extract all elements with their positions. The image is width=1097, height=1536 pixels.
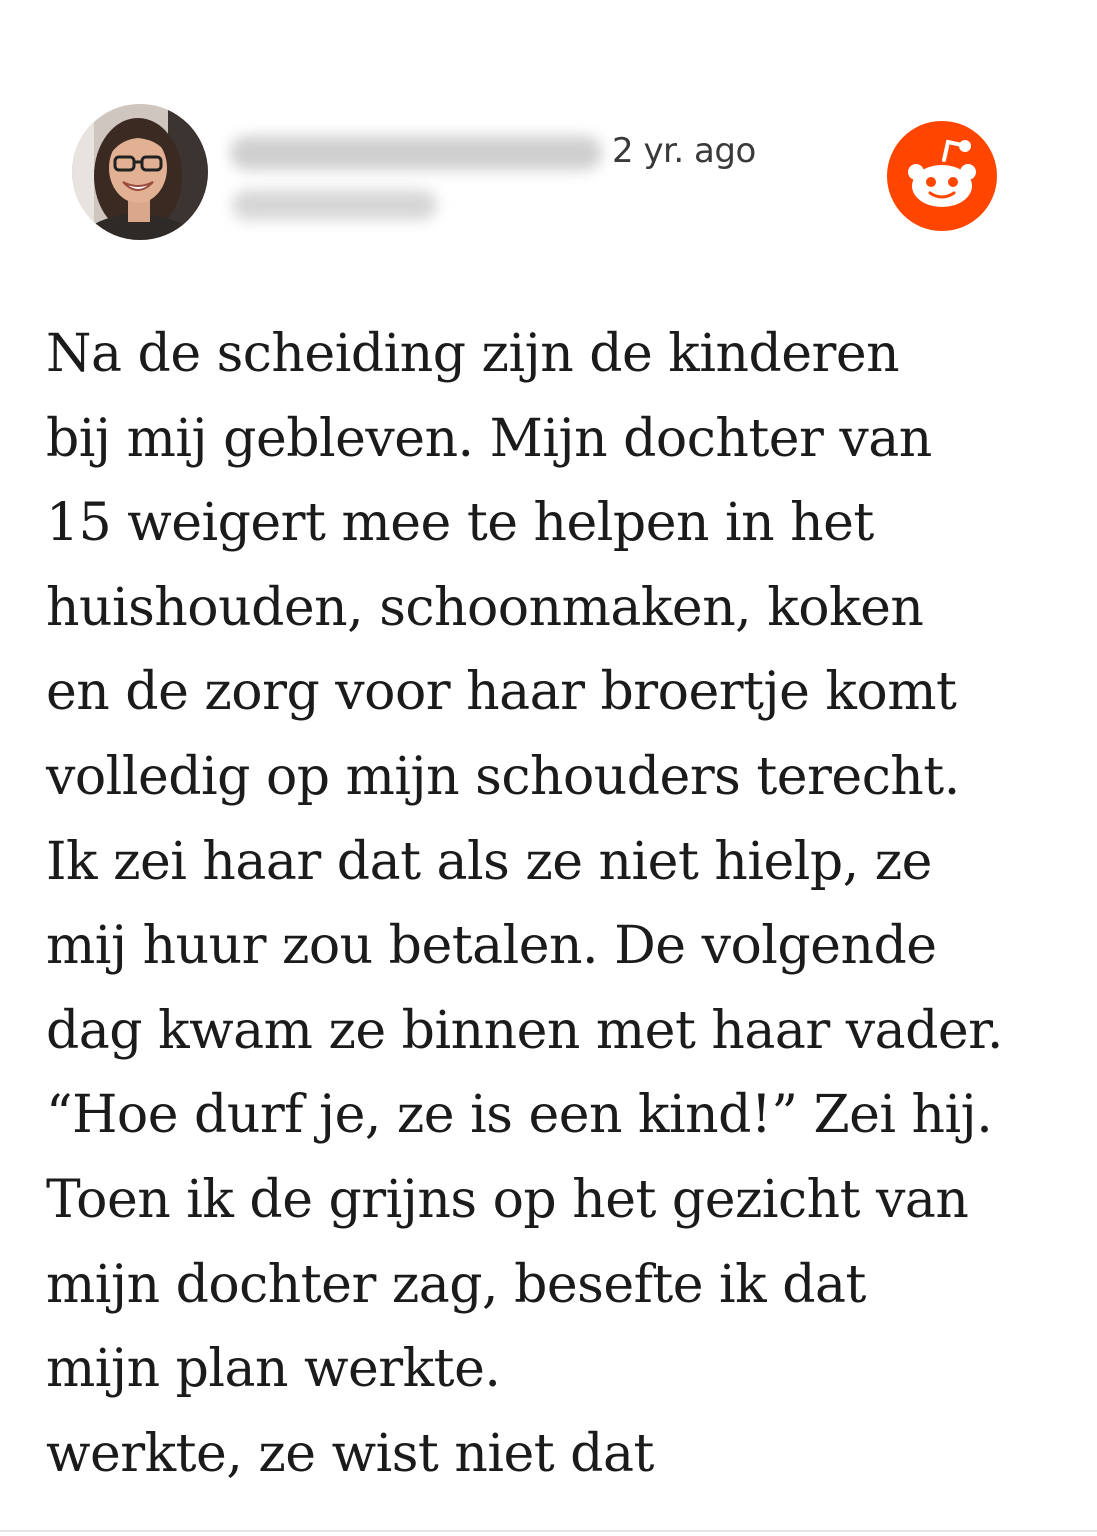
body-line: “Hoe durf je, ze is een kind!” Zei hij.	[46, 1085, 993, 1146]
body-line: mijn dochter zag, besefte ik dat	[46, 1254, 866, 1315]
body-line: bij mij gebleven. Mijn dochter van	[46, 408, 932, 469]
avatar[interactable]	[72, 104, 208, 240]
reddit-snoo-icon[interactable]	[886, 120, 998, 232]
post-timestamp: 2 yr. ago	[612, 131, 756, 171]
body-line: volledig op mijn schouders terecht.	[46, 746, 960, 807]
body-line: 15 weigert mee te helpen in het	[46, 493, 874, 554]
username-redacted[interactable]	[230, 136, 602, 170]
avatar-photo	[72, 104, 208, 240]
body-line: Ik zei haar dat als ze niet hielp, ze	[46, 831, 932, 892]
body-line: dag kwam ze binnen met haar vader.	[46, 1000, 1003, 1061]
post-body	[46, 312, 1066, 1496]
body-line: en de zorg voor haar broertje komt	[46, 662, 957, 723]
body-line: Toen ik de grijns op het gezicht van	[46, 1169, 969, 1230]
body-line: mijn plan werkte.	[46, 1339, 501, 1400]
divider	[0, 1530, 1097, 1532]
body-line: Na de scheiding zijn de kinderen	[46, 324, 900, 384]
byline-redacted	[232, 190, 437, 220]
body-line: mij huur zou betalen. De volgende	[46, 916, 937, 977]
body-line: huishouden, schoonmaken, koken	[46, 577, 924, 638]
body-line: werkte, ze wist niet dat	[46, 1423, 654, 1484]
